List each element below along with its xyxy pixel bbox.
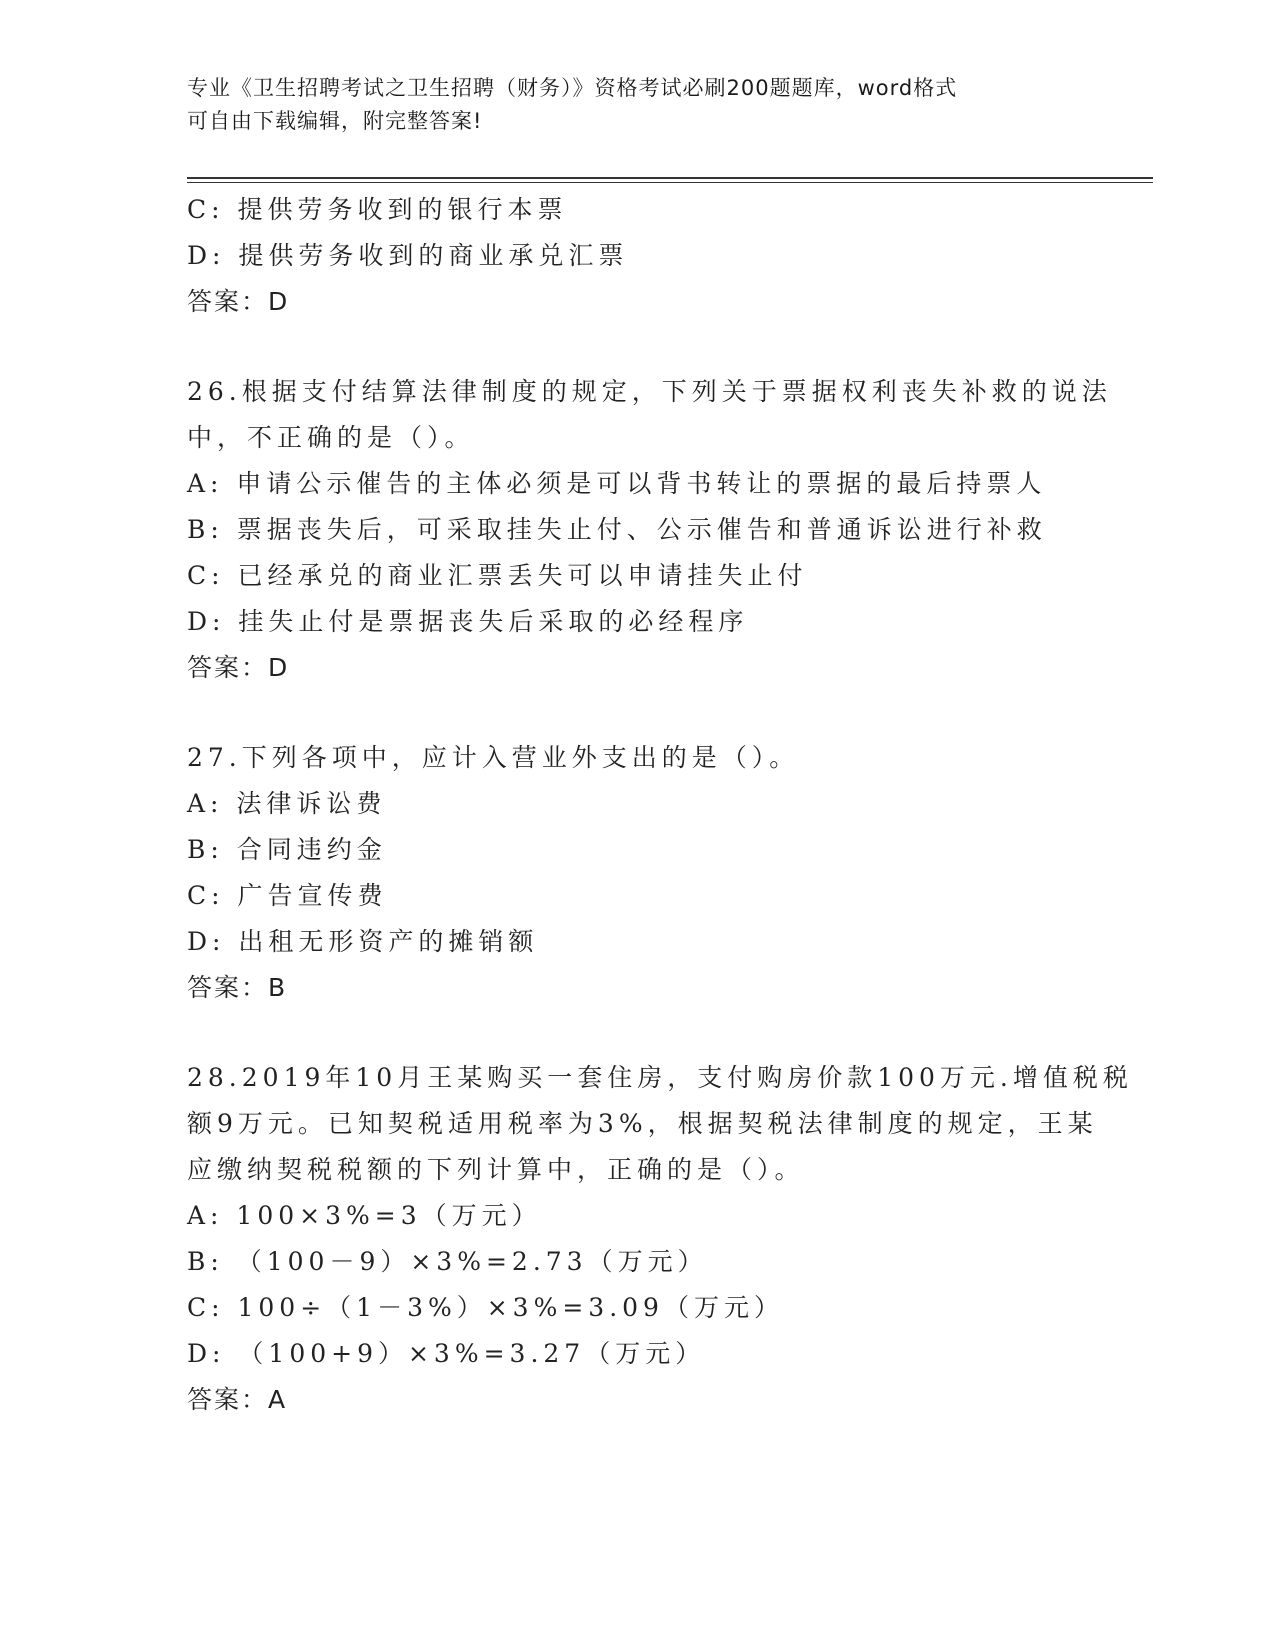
answer-line: 答案：D — [187, 653, 290, 682]
option-c: C: 100÷（1－3%）×3%=3.09（万元） — [187, 1293, 784, 1322]
question-27 — [187, 735, 1087, 1011]
option-c: C: 提供劳务收到的银行本票 — [187, 195, 568, 224]
stem-line: 额9万元。已知契税适用税率为3%，根据契税法律制度的规定，王某 — [187, 1109, 1098, 1138]
header-title-line-2: 可自由下载编辑，附完整答案! — [187, 109, 483, 133]
option-a: A: 法律诉讼费 — [187, 789, 387, 818]
option-a: A: 申请公示催告的主体必须是可以背书转让的票据的最后持票人 — [187, 469, 1047, 498]
option-d: D: （100+9）×3%=3.27（万元） — [187, 1339, 706, 1368]
header-divider — [187, 177, 1153, 179]
stem-line: 应缴纳契税税额的下列计算中，正确的是（）。 — [187, 1155, 805, 1184]
option-b: B: （100－9）×3%=2.73（万元） — [187, 1247, 708, 1276]
stem-line: 27.下列各项中，应计入营业外支出的是（）。 — [187, 743, 800, 772]
option-b: B: 合同违约金 — [187, 835, 387, 864]
option-b: B: 票据丧失后，可采取挂失止付、公示催告和普通诉讼进行补救 — [187, 515, 1047, 544]
option-d: D: 挂失止付是票据丧失后采取的必经程序 — [187, 607, 749, 636]
question-stem — [187, 1055, 1133, 1193]
header-title-line-1: 专业《卫生招聘考试之卫生招聘（财务）》资格考试必刷200题题库，word格式 — [187, 76, 958, 100]
option-a: A: 100×3%=3（万元） — [187, 1201, 542, 1230]
answer-line: 答案：A — [187, 1385, 288, 1414]
option-d: D: 出租无形资产的摊销额 — [187, 927, 539, 956]
question-stem — [187, 369, 1112, 461]
question-26 — [187, 369, 1112, 691]
option-d: D: 提供劳务收到的商业承兑汇票 — [187, 241, 629, 270]
option-c: C: 广告宣传费 — [187, 881, 388, 910]
page-header — [187, 72, 1087, 138]
question-list — [187, 187, 1133, 1423]
stem-line: 26.根据支付结算法律制度的规定，下列关于票据权利丧失补救的说法 — [187, 377, 1112, 406]
stem-line: 中，不正确的是（）。 — [187, 423, 475, 452]
answer-line: 答案：D — [187, 287, 290, 316]
answer-line: 答案：B — [187, 973, 288, 1002]
question-continued — [187, 187, 1087, 325]
question-stem — [187, 735, 1087, 781]
stem-line: 28.2019年10月王某购买一套住房，支付购房价款100万元.增值税税 — [187, 1063, 1133, 1092]
question-28 — [187, 1055, 1133, 1423]
header-divider-thin — [187, 182, 1153, 183]
option-c: C: 已经承兑的商业汇票丢失可以申请挂失止付 — [187, 561, 808, 590]
